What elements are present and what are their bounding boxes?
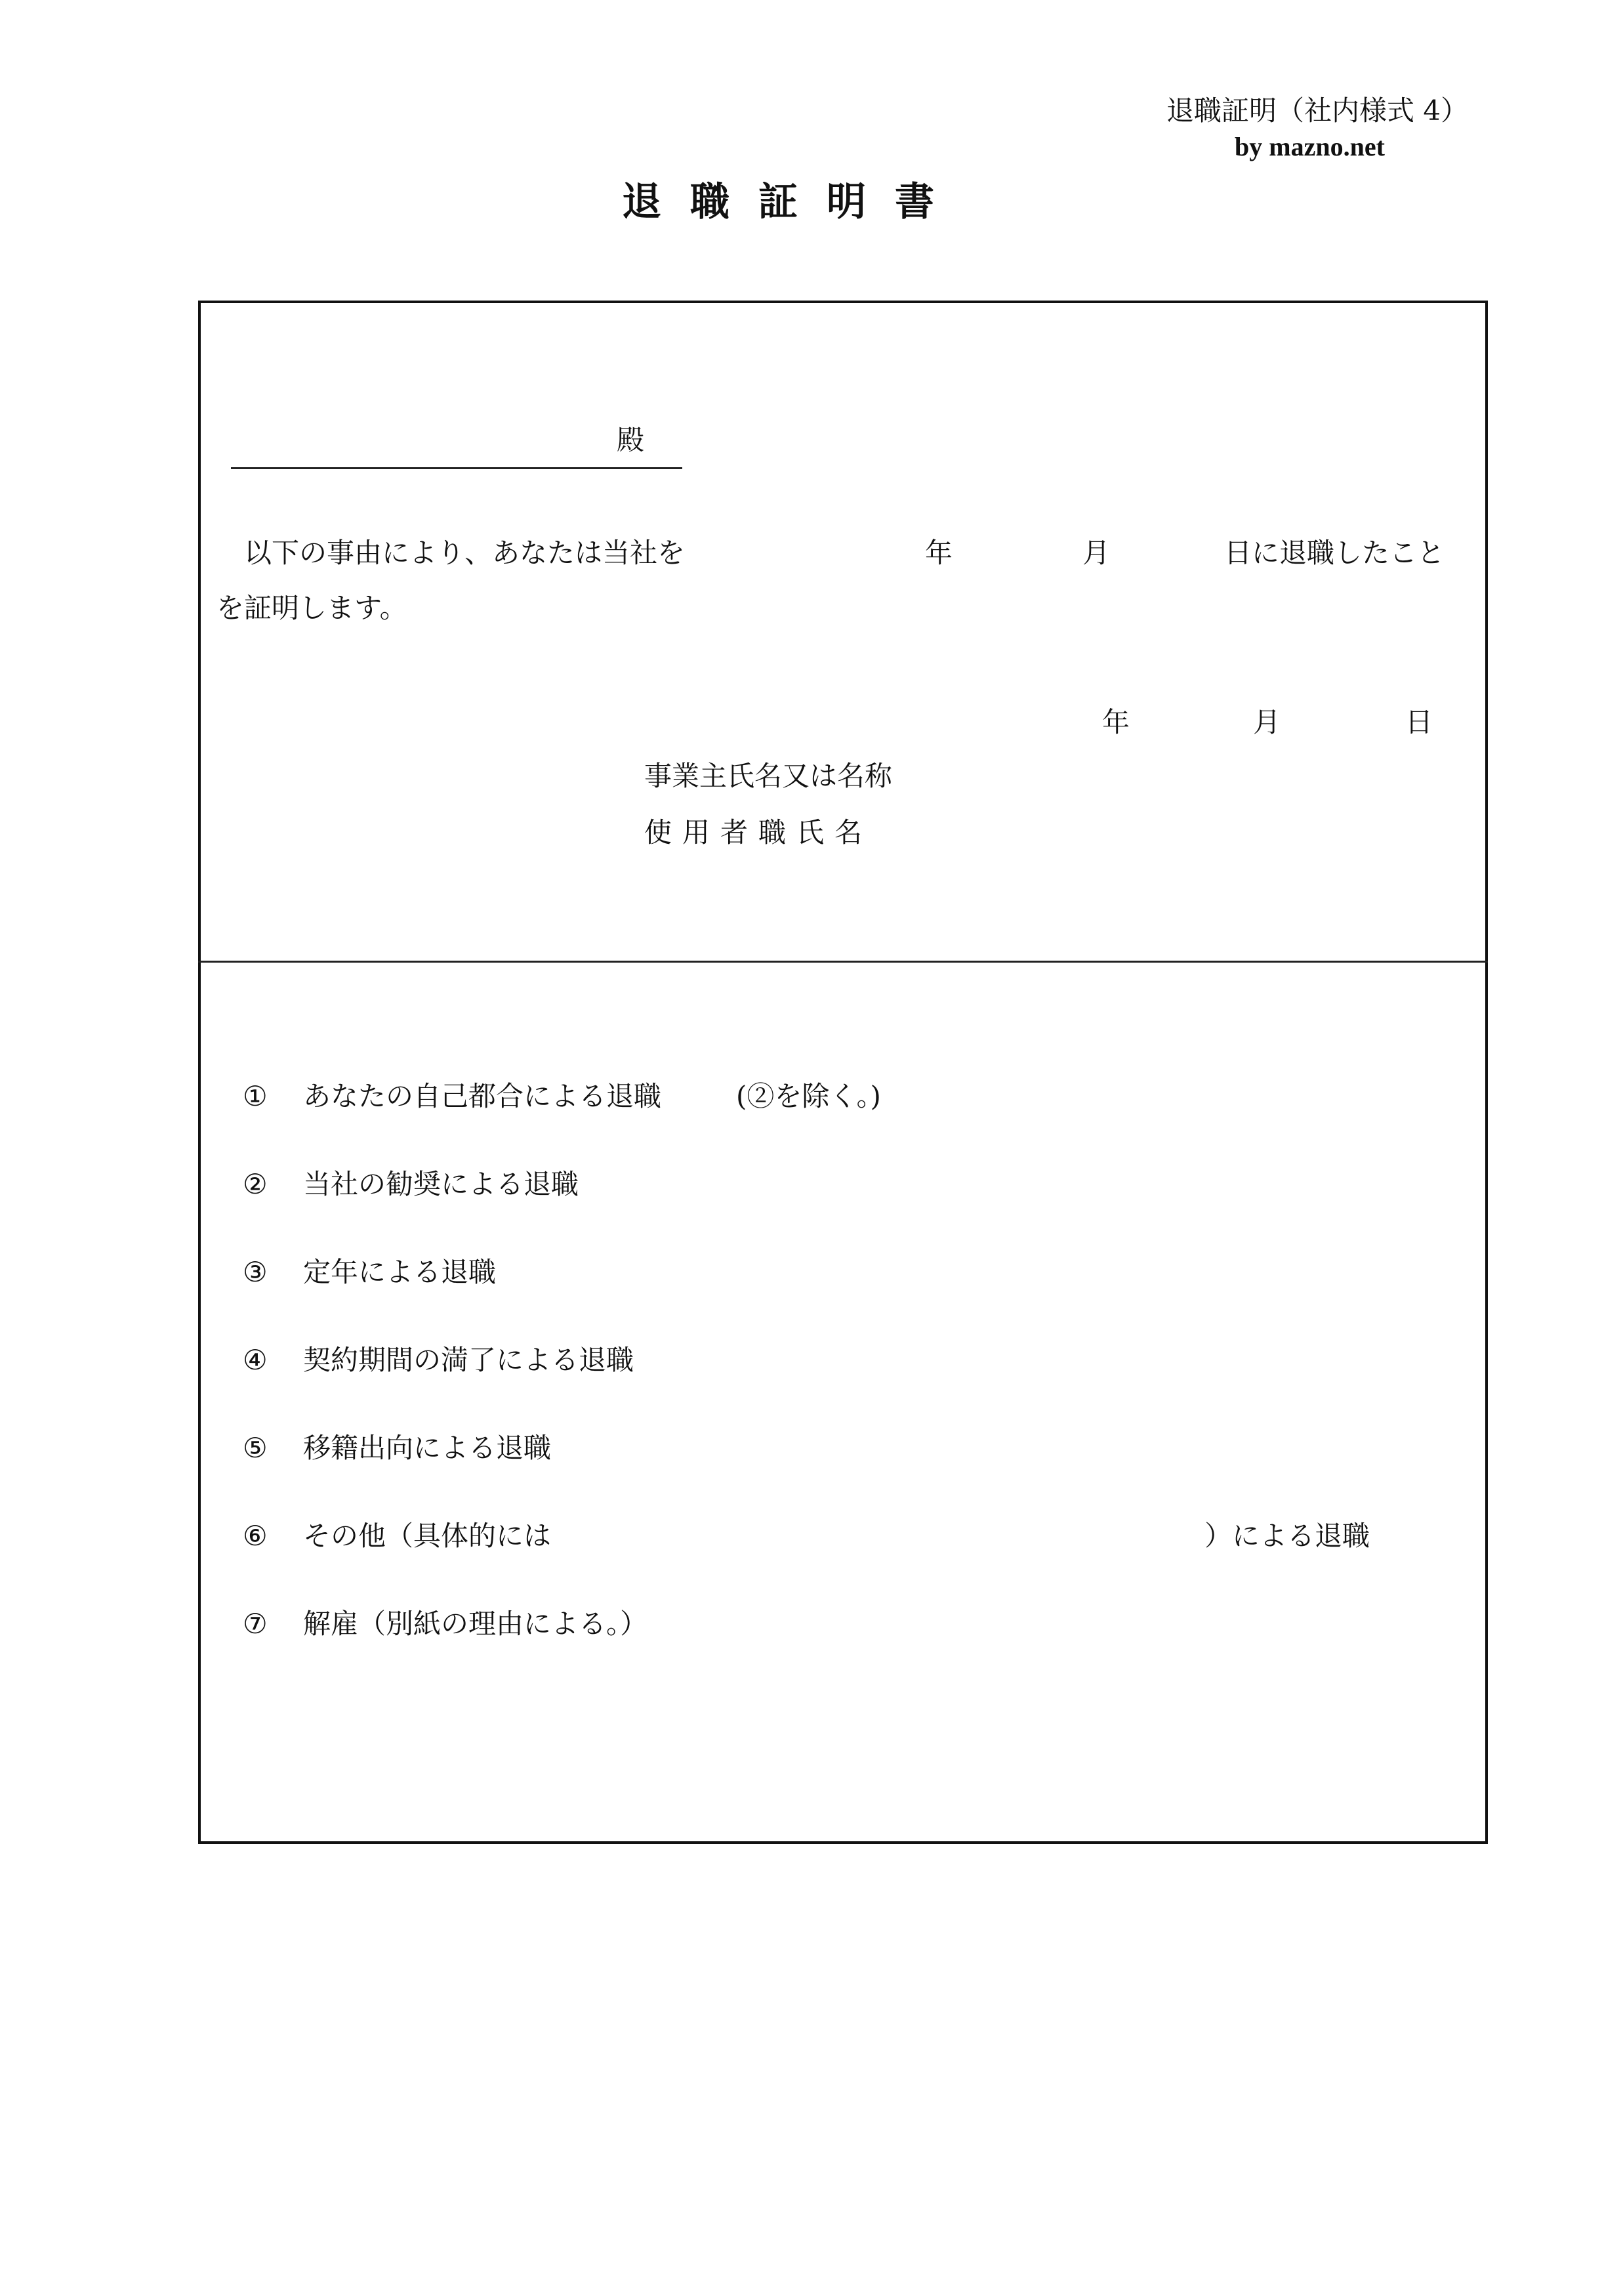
issue-year-label: 年 [1102,706,1130,738]
reason-text: 解雇（別紙の理由による。） [303,1608,648,1640]
statement-line2: を証明します。 [216,592,407,624]
site-credit: by mazno.net [1235,132,1385,161]
issue-day-label: 日 [1405,706,1433,738]
retire-year-label: 年 [925,537,953,569]
reason-text: 当社の勧奨による退職 [303,1168,579,1200]
statement-line1-lead: 以下の事由により、あなたは当社を [244,537,686,569]
retire-month-label: 月 [1082,537,1111,569]
reason-number: ⑤ [243,1432,268,1464]
reason-number: ② [243,1168,268,1200]
employer-label: 事業主氏名又は名称 [644,760,893,792]
reason-text: 定年による退職 [303,1256,497,1288]
reason-text: その他（具体的には [303,1520,552,1552]
statement-line1-tail: 日に退職したこと [1224,537,1445,569]
reason-note: (②を除く。) [736,1080,881,1112]
addressee-suffix: 殿 [617,424,645,456]
signer-label: 使用者職氏名 [644,816,873,848]
reason-number: ④ [243,1344,268,1376]
reason-number: ① [243,1080,268,1112]
reason-tail: ）による退職 [1204,1520,1370,1552]
issue-month-label: 月 [1253,706,1281,738]
reason-text: あなたの自己都合による退職 [303,1080,662,1112]
reason-number: ⑦ [243,1608,268,1640]
addressee-name-line[interactable] [231,467,682,469]
section-divider [198,961,1488,963]
reason-text: 契約期間の満了による退職 [303,1344,634,1376]
reason-number: ⑥ [243,1520,268,1552]
reason-number: ③ [243,1256,268,1288]
form-id: 退職証明（社内様式 4） [1166,94,1469,127]
document-title: 退職証明書 [622,179,963,225]
reason-text: 移籍出向による退職 [303,1432,552,1464]
